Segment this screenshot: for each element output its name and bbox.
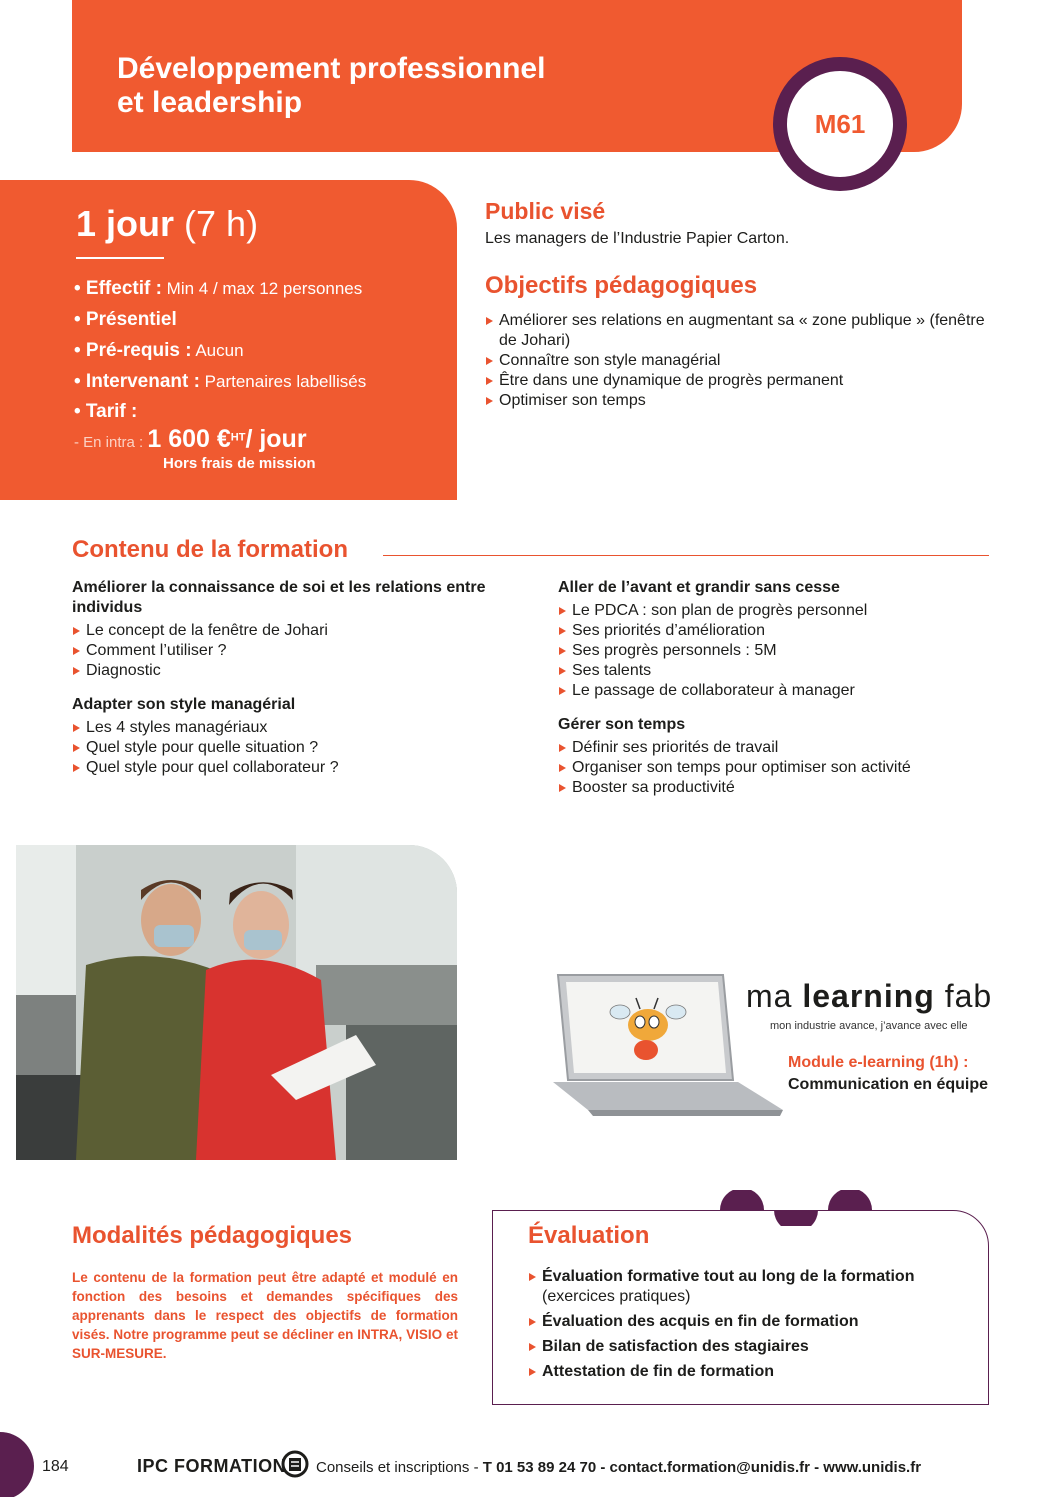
list-item: Bilan de satisfaction des stagiaires	[528, 1337, 978, 1357]
list-item: Quel style pour quelle situation ?	[72, 738, 512, 758]
info-box	[0, 180, 457, 500]
refresh-document-icon	[279, 1448, 311, 1480]
content-group	[72, 695, 512, 778]
list-item: Le concept de la fenêtre de Johari	[72, 621, 512, 641]
module-code-badge	[773, 57, 907, 191]
list-item: Booster sa productivité	[558, 778, 998, 798]
logo-tagline: mon industrie avance, j’avance avec elle	[770, 1020, 968, 1032]
intra-price: - En intra : 1 600 €$^{HT}$/ jour	[74, 425, 307, 453]
footer-decoration	[0, 1432, 34, 1497]
info-prerequis: • Pré-requis : Aucun	[74, 340, 244, 361]
list-item: Améliorer ses relations en augmentant sa « zone publique » (fenêtre de Johari)	[485, 311, 1005, 351]
objectifs-title: Objectifs pédagogiques	[485, 272, 758, 299]
list-item: Le passage de collaborateur à manager	[558, 681, 998, 701]
list-item: Ses priorités d’amélioration	[558, 621, 998, 641]
group-heading: Aller de l’avant et grandir sans cesse	[558, 579, 840, 596]
page-number: 184	[42, 1458, 69, 1475]
info-effectif: • Effectif : Min 4 / max 12 personnes	[74, 278, 363, 299]
evaluation-title: Évaluation	[528, 1222, 650, 1249]
list-item: Diagnostic	[72, 661, 512, 681]
group-heading: Améliorer la connaissance de soi et les relations entre individus	[72, 579, 486, 616]
list-item: Optimiser son temps	[485, 391, 1005, 411]
content-group	[72, 578, 512, 681]
list-item: Évaluation des acquis en fin de formation	[528, 1312, 978, 1332]
list-item: Le PDCA : son plan de progrès personnel	[558, 601, 998, 621]
contenu-left-column	[72, 578, 512, 792]
list-item: Les 4 styles managériaux	[72, 718, 512, 738]
info-presentiel: • Présentiel	[74, 309, 177, 330]
list-item: Définir ses priorités de travail	[558, 738, 998, 758]
modalites-title: Modalités pédagogiques	[72, 1222, 353, 1249]
content-group	[558, 578, 998, 701]
ma-learning-fab-logo: ma learning fab	[746, 978, 993, 1014]
group-heading: Gérer son temps	[558, 716, 686, 733]
group-heading: Adapter son style managérial	[72, 696, 296, 713]
training-photo	[16, 845, 457, 1160]
info-tarif: • Tarif :	[74, 401, 138, 422]
duration: 1 jour (7 h)	[76, 203, 259, 244]
evaluation-list	[528, 1267, 978, 1387]
public-text: Les managers de l’Industrie Papier Carton.	[485, 230, 790, 247]
divider	[76, 257, 164, 259]
objectifs-list	[485, 311, 1005, 411]
list-item: Quel style pour quel collaborateur ?	[72, 758, 512, 778]
info-intervenant: • Intervenant : Partenaires labellisés	[74, 371, 367, 392]
hors-frais: Hors frais de mission	[163, 455, 316, 472]
list-item: Connaître son style managérial	[485, 351, 1005, 371]
module-code: M61	[814, 108, 866, 139]
footer-brand: IPC FORMATION	[137, 1456, 287, 1476]
elearning-module-label: Module e-learning (1h) :	[788, 1054, 969, 1071]
footer-contact: Conseils et inscriptions - T 01 53 89 24 70 - contact.formation@unidis.fr - www.unidis.fr	[316, 1459, 922, 1476]
list-item: Être dans une dynamique de progrès permanent	[485, 371, 1005, 391]
content-group	[558, 715, 998, 798]
list-item: Ses progrès personnels : 5M	[558, 641, 998, 661]
elearning-module-name: Communication en équipe	[788, 1076, 989, 1093]
list-item: Évaluation formative tout au long de la formation (exercices pratiques)	[528, 1267, 978, 1307]
contenu-right-column	[558, 578, 998, 812]
contenu-title: Contenu de la formation	[72, 536, 348, 563]
page-title: Développement professionnel et leadership	[117, 52, 546, 119]
public-title: Public visé	[485, 198, 606, 224]
list-item: Organiser son temps pour optimiser son activité	[558, 758, 998, 778]
list-item: Comment l’utiliser ?	[72, 641, 512, 661]
photo-illustration	[16, 845, 457, 1160]
divider	[383, 555, 989, 556]
list-item: Attestation de fin de formation	[528, 1362, 978, 1382]
modalites-text: Le contenu de la formation peut être adapté et modulé en fonction des besoins et demandes spécifiques des apprenants dans le respect des objectifs de formation visés. Notre programme peut se décliner en INTRA, VISIO et SUR-MESURE.	[72, 1270, 458, 1361]
list-item: Ses talents	[558, 661, 998, 681]
